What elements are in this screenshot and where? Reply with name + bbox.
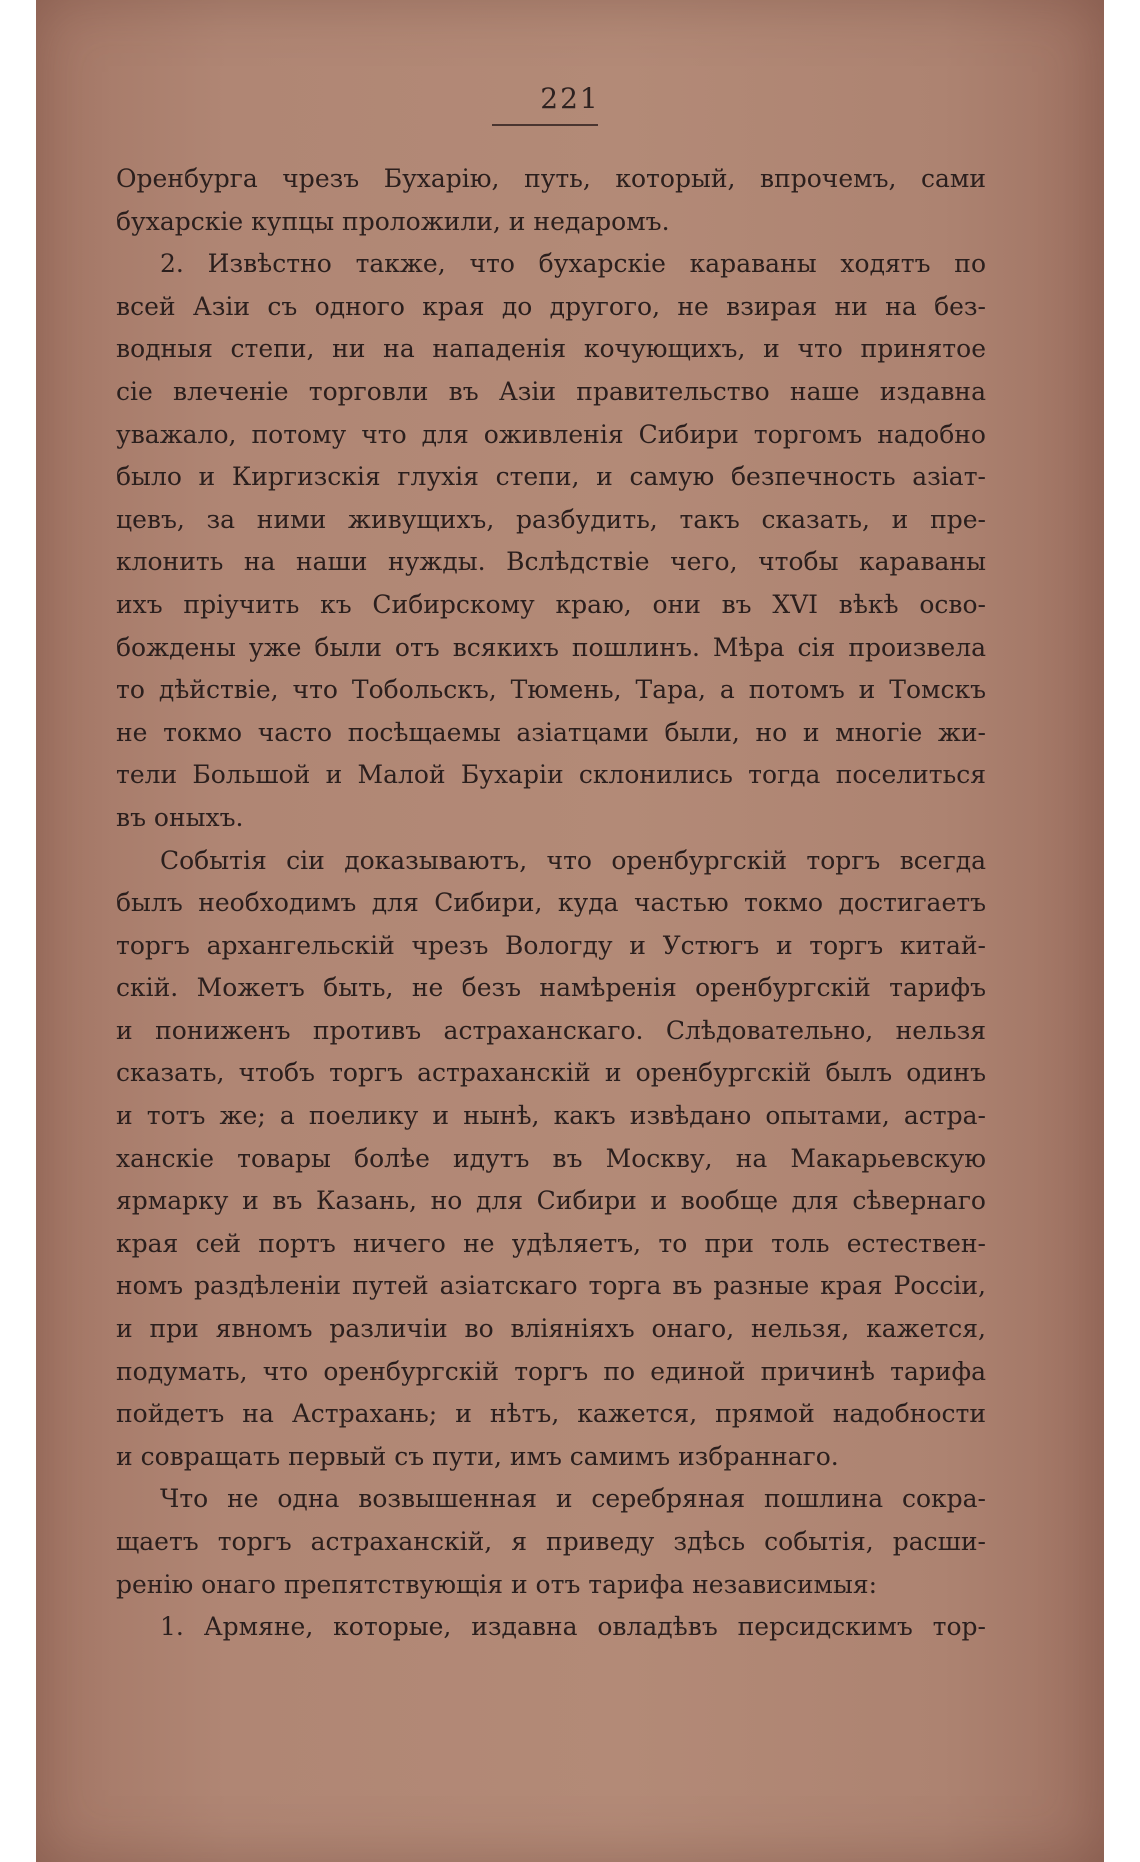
text-line: скій. Можетъ быть, не безъ намѣренія оренбургскій тарифъ: [116, 973, 986, 1003]
text-line: и при явномъ различіи во вліяніяхъ онаго, нельзя, кажется,: [116, 1314, 986, 1344]
text-line: цевъ, за ними живущихъ, разбудить, такъ сказать, и пре-: [116, 504, 986, 534]
text-line: 2. Извѣстно также, что бухарскіе караваны ходятъ по: [160, 249, 986, 279]
text-line: уважало, потому что для оживленія Сибири торгомъ надобно: [116, 419, 986, 449]
text-line: ханскіе товары болѣе идутъ въ Москву, на Макарьевскую: [116, 1143, 986, 1173]
text-line: Оренбурга чрезъ Бухарію, путь, который, впрочемъ, сами: [116, 164, 986, 193]
text-line: номъ раздѣленіи путей азіатскаго торга въ разные края Россіи,: [116, 1271, 986, 1301]
text-line: сіе влеченіе торговли въ Азіи правительство наше издавна: [116, 376, 986, 406]
text-line: края сей портъ ничего не удѣляетъ, то при толь естествен-: [116, 1228, 986, 1258]
text-line: сказать, чтобъ торгъ астраханскій и оренбургскій былъ одинъ: [116, 1058, 986, 1088]
text-line: клонить на наши нужды. Вслѣдствіе чего, чтобы караваны: [116, 547, 986, 577]
text-line: ярмарку и въ Казань, но для Сибири и вообще для сѣвернаго: [116, 1186, 986, 1216]
text-line: торгъ архангельскій чрезъ Вологду и Устюгъ и торгъ китай-: [116, 930, 986, 960]
page-number: 221: [540, 82, 600, 115]
text-line: и пониженъ противъ астраханскаго. Слѣдовательно, нельзя: [116, 1015, 986, 1045]
text-line: Событія сіи доказываютъ, что оренбургскій торгъ всегда: [160, 845, 986, 875]
text-line: ренію онаго препятствующія и отъ тарифа независимыя:: [116, 1569, 878, 1599]
text-line: и тотъ же; а поелику и нынѣ, какъ извѣдано опытами, астра-: [116, 1101, 986, 1131]
text-line: подумать, что оренбургскій торгъ по единой причинѣ тарифа: [116, 1356, 986, 1386]
text-line: то дѣйствіе, что Тобольскъ, Тюмень, Тара, а потомъ и Томскъ: [116, 675, 986, 705]
text-line: щаетъ торгъ астраханскій, я приведу здѣсь событія, расши-: [116, 1527, 986, 1556]
text-line: не токмо часто посѣщаемы азіатцами были, но и многіе жи-: [116, 717, 986, 747]
page-number-rule: [492, 124, 598, 126]
text-line: и совращать первый съ пути, имъ самимъ избраннаго.: [116, 1441, 839, 1471]
text-line: тели Большой и Малой Бухаріи склонились тогда поселиться: [116, 760, 986, 790]
body-text: [116, 158, 986, 1649]
text-line: водныя степи, ни на нападенія кочующихъ, и что принятое: [116, 334, 986, 364]
text-line: бухарскіе купцы проложили, и недаромъ.: [116, 206, 670, 236]
text-line: пойдетъ на Астрахань; и нѣтъ, кажется, прямой надобности: [116, 1399, 986, 1429]
text-line: 1. Армяне, которые, издавна овладѣвъ персидскимъ тор-: [160, 1612, 986, 1642]
text-line: было и Киргизскія глухія степи, и самую безпечность азіат-: [116, 462, 986, 492]
text-line: былъ необходимъ для Сибири, куда частью токмо достигаетъ: [116, 888, 986, 918]
text-line: ихъ пріучить къ Сибирскому краю, они въ XVI вѣкѣ осво-: [116, 589, 986, 619]
text-line: всей Азіи съ одного края до другого, не взирая ни на без-: [116, 291, 986, 321]
text-line: въ оныхъ.: [116, 802, 244, 832]
text-line: Что не одна возвышенная и серебряная пошлина сокра-: [160, 1484, 986, 1514]
text-line: бождены уже были отъ всякихъ пошлинъ. Мѣра сія произвела: [116, 632, 986, 662]
